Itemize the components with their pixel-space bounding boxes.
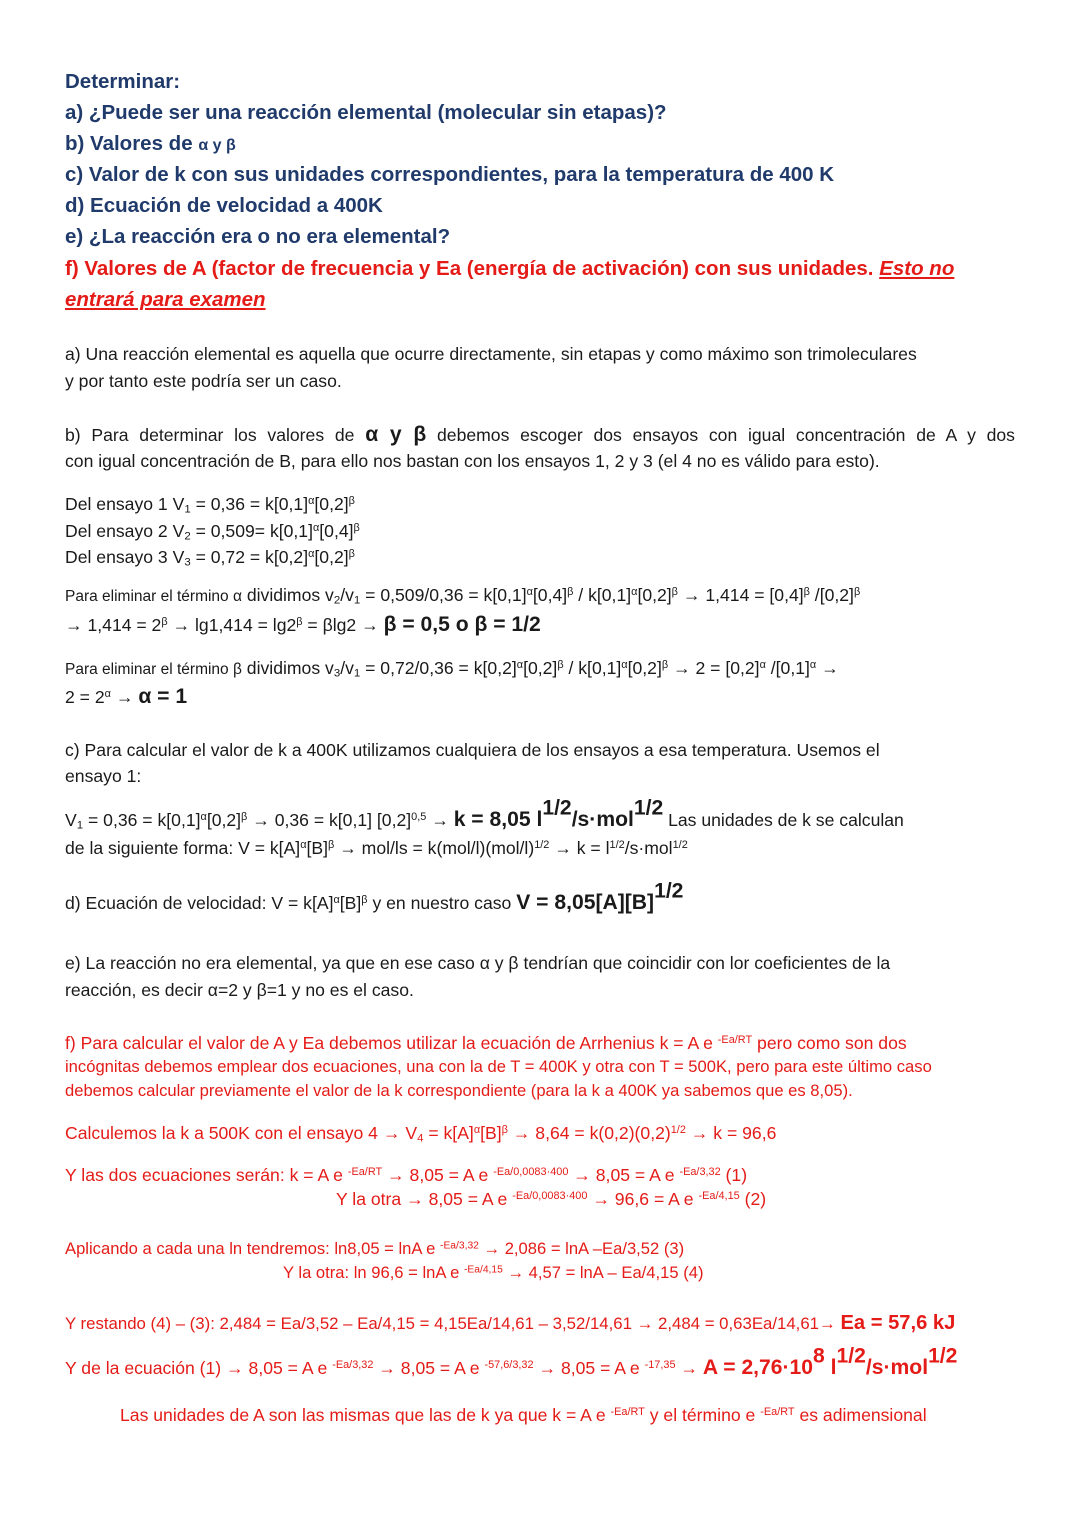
text-run-sup: -Ea/0,0083·400 <box>512 1190 588 1202</box>
text-run: → <box>110 687 139 707</box>
text-run-b: Ea = 57,6 kJ <box>840 1312 956 1334</box>
text-run: = 0,36 = k[0,1] <box>190 494 309 514</box>
text-run: /s·mol <box>624 838 673 858</box>
text-run-sup: -Ea/RT <box>717 1034 753 1046</box>
text-run: Del ensayo 3 V <box>65 547 185 567</box>
text-run-sup: β <box>348 495 355 507</box>
text-run: [0,2] <box>627 658 662 678</box>
text-run: f) Para calcular el valor de A y Ea debemos utilizar la ecuación de Arrhenius k = A e <box>65 1033 718 1053</box>
text-run: debemos escoger dos ensayos con igual concentración de A y dos <box>426 425 1015 445</box>
equation-2 <box>336 1187 766 1211</box>
text-run-sub: 1 <box>184 503 191 516</box>
text-run: /v <box>340 658 354 678</box>
text-run-sup: -Ea/3,32 <box>332 1359 374 1371</box>
text-run: 2 = 2 <box>65 687 105 707</box>
k-result <box>65 796 904 832</box>
text-run-sub: 1 <box>353 667 361 680</box>
text-run: y el término e <box>644 1405 761 1425</box>
text-run-sup: α <box>809 659 817 671</box>
text-run-sup: -Ea/4,15 <box>698 1190 740 1202</box>
text-run-bsup: 1/2 <box>633 796 664 820</box>
text-run: f) Valores de A (factor de frecuencia y Ea (energía de activación) con sus unidades. <box>65 257 880 280</box>
text-run-b: /s·mol <box>865 1356 929 1379</box>
text-run: Y de la ecuación (1) → 8,05 = A e <box>65 1358 333 1378</box>
text-run-sup: α <box>104 688 111 700</box>
text-run: → lg1,414 = lg2 <box>167 615 297 635</box>
text-run: y en nuestro caso <box>367 893 517 913</box>
text-run: [B] <box>480 1123 502 1143</box>
text-run: pero como son dos <box>752 1033 907 1053</box>
text-run-b: β = 0,5 o β = 1/2 <box>383 613 541 636</box>
text-run: dividimos v <box>241 585 334 605</box>
text-run-sup: -Ea/RT <box>760 1406 795 1418</box>
text-run-sub: 2 <box>333 594 341 607</box>
text-run: Calculemos la k a 500K con el ensayo 4 → V <box>65 1123 418 1143</box>
text-run: Determinar: <box>65 70 181 93</box>
text-run-sup: 1/2 <box>672 839 688 851</box>
answer-line <box>65 1055 932 1079</box>
text-run: [0,4] <box>319 521 354 541</box>
alpha-result <box>65 685 187 709</box>
text-run-sub: 2 <box>184 530 191 543</box>
text-run-sup: β <box>361 894 368 906</box>
text-run: c) Para calcular el valor de k a 400K utilizamos cualquiera de los ensayos a esa temperatura. Usemos el <box>65 740 880 760</box>
text-run-sub: 3 <box>333 667 341 680</box>
text-run: e) ¿La reacción era o no era elemental? <box>65 225 451 248</box>
text-run-sup: β <box>241 811 248 823</box>
text-run-bsup: 1/2 <box>542 796 572 820</box>
text-run: Del ensayo 1 V <box>65 494 185 514</box>
text-run: con igual concentración de B, para ello nos bastan con los ensayos 1, 2 y 3 (el 4 no es válido para esto). <box>65 451 880 471</box>
text-run: de la siguiente forma: V = k[A] <box>65 838 301 858</box>
text-run-sup: β <box>296 616 303 628</box>
text-run: / k[0,1] <box>573 585 632 605</box>
text-run-sup: β <box>501 1124 508 1136</box>
text-run-sup: -Ea/0,0083·400 <box>493 1166 569 1178</box>
text-run-sup: α <box>516 659 524 671</box>
text-run-bsup: 1/2 <box>836 1344 866 1368</box>
k500-calculation <box>65 1121 776 1145</box>
text-run: e) La reacción no era elemental, ya que en ese caso α y β tendrían que coincidir con lor coeficientes de la <box>65 953 891 973</box>
text-run: → 0,36 = k[0,1] [0,2] <box>247 810 412 830</box>
text-run-sup: β <box>567 586 574 598</box>
text-run-sup: β <box>328 839 335 851</box>
equation-3 <box>65 1237 684 1261</box>
text-run: [0,2] <box>314 494 349 514</box>
question-b <box>65 130 236 160</box>
text-run: → 2 = [0,2] <box>668 658 760 678</box>
text-run: [B] <box>306 838 329 858</box>
text-run: Aplicando a cada una ln tendremos: ln8,05 = lnA e <box>65 1239 441 1258</box>
text-run: /[0,1] <box>765 658 810 678</box>
a-result <box>65 1344 958 1380</box>
text-run-sup: β <box>803 586 810 598</box>
equation-4 <box>283 1261 703 1285</box>
text-run: → k = l <box>549 838 610 858</box>
ensayo-1-equation <box>65 492 355 516</box>
text-run: → 2,086 = lnA –Ea/3,52 (3) <box>478 1239 685 1258</box>
text-run: → <box>426 810 454 830</box>
text-run: b) Valores de <box>65 132 199 155</box>
text-run-sup: α <box>759 659 766 671</box>
text-run-sup: -Ea/3,32 <box>440 1240 479 1252</box>
text-run: d) Ecuación de velocidad: V = k[A] <box>65 893 334 913</box>
text-run-s: Para eliminar el término α <box>65 588 242 605</box>
text-run-sup: α <box>631 586 638 598</box>
text-run-sup: -57,6/3,32 <box>484 1359 534 1371</box>
text-run: → <box>816 658 839 678</box>
ea-result <box>65 1311 955 1336</box>
text-run-sup: -Ea/3,32 <box>679 1166 721 1178</box>
text-run: = 0,72/0,36 = k[0,2] <box>360 658 517 678</box>
text-run: / k[0,1] <box>563 658 622 678</box>
text-run: b) Para determinar los valores de <box>65 425 366 445</box>
text-run-b: l <box>824 1356 837 1379</box>
text-run: → k = 96,6 <box>685 1123 777 1143</box>
text-run-sup: α <box>526 586 533 598</box>
k-units <box>65 836 688 860</box>
text-run: Y restando (4) – (3): 2,484 = Ea/3,52 – Ea/4,15 = 4,15Ea/14,61 – 3,52/14,61 → 2,484 = 0,63Ea/14,61→ <box>65 1314 841 1333</box>
text-run-sm: α y β <box>198 137 236 154</box>
alpha-derivation <box>65 656 839 682</box>
text-run-bsup: 1/2 <box>654 879 684 903</box>
answer-line <box>65 1079 853 1103</box>
text-run: d) Ecuación de velocidad a 400K <box>65 194 383 217</box>
ensayo-2-equation <box>65 519 360 543</box>
text-run-sup: β <box>853 586 861 598</box>
question-e <box>65 223 450 251</box>
answer-line <box>65 423 1015 447</box>
text-run: = 0,509/0,36 = k[0,1] <box>360 585 527 605</box>
text-run: (1) <box>720 1165 748 1185</box>
text-run: (2) <box>739 1189 767 1209</box>
text-run-sup: 1/2 <box>534 839 550 851</box>
text-run: [0,2] <box>206 810 242 830</box>
text-run-b: /s·mol <box>571 808 634 831</box>
text-run: → 8,05 = A e <box>533 1358 645 1378</box>
text-run: /[0,2] <box>809 585 854 605</box>
text-run-sup: α <box>308 495 315 507</box>
text-run-sup: 0,5 <box>411 811 427 823</box>
text-run-sup: α <box>333 894 340 906</box>
text-run: Del ensayo 2 V <box>65 521 185 541</box>
text-run-sup: 1/2 <box>609 839 625 851</box>
text-run: es adimensional <box>794 1405 927 1425</box>
text-run-sup: β <box>671 586 678 598</box>
text-run: Las unidades de A son las mismas que las de k ya que k = A e <box>120 1405 611 1425</box>
question-f-note <box>65 286 266 314</box>
text-run: a) Una reacción elemental es aquella que ocurre directamente, sin etapas y como máximo son trimoleculares <box>65 344 917 364</box>
answer-line <box>65 764 141 788</box>
text-run-u: entrará para examen <box>65 288 266 311</box>
text-run: Y las dos ecuaciones serán: k = A e <box>65 1165 348 1185</box>
text-run-bsup: 8 <box>813 1344 825 1368</box>
text-run-sup: β <box>661 659 669 671</box>
equation-1 <box>65 1163 747 1187</box>
text-run: → 96,6 = A e <box>587 1189 699 1209</box>
text-run: [0,2] <box>637 585 672 605</box>
rate-equation <box>65 879 684 915</box>
text-run-sup: 1/2 <box>670 1124 686 1136</box>
text-run: [0,4] <box>532 585 568 605</box>
text-run: → <box>675 1358 703 1378</box>
text-run: → 8,05 = A e <box>373 1358 485 1378</box>
text-run-sup: -Ea/RT <box>610 1406 645 1418</box>
answer-line <box>65 369 342 393</box>
text-run-sub: 3 <box>184 556 191 569</box>
beta-result <box>65 613 541 637</box>
text-run: [0,2] <box>523 658 558 678</box>
text-run: /v <box>340 585 354 605</box>
text-run: → 8,05 = A e <box>382 1165 494 1185</box>
text-run-b: V = 8,05[A][B] <box>516 891 655 914</box>
text-run-sup: α <box>473 1124 481 1136</box>
text-run: → mol/ls = k(mol/l)(mol/l) <box>334 838 535 858</box>
text-run-sup: α <box>621 659 628 671</box>
answer-line <box>65 738 880 762</box>
text-run: = 0,36 = k[0,1] <box>83 810 201 830</box>
text-run: debemos calcular previamente el valor de la k correspondiente (para la k a 400K ya sabemos que es 8,05). <box>65 1081 853 1100</box>
answer-line <box>65 342 917 366</box>
text-run-sup: β <box>557 659 564 671</box>
ensayo-3-equation <box>65 545 355 569</box>
text-run-sup: α <box>308 548 315 560</box>
text-run: c) Valor de k con sus unidades correspondientes, para la temperatura de 400 K <box>65 163 835 186</box>
text-run: incógnitas debemos emplear dos ecuaciones, una con la de T = 400K y otra con T = 500K, pero para este último caso <box>65 1057 932 1076</box>
text-run: → 8,64 = k(0,2)(0,2) <box>507 1123 671 1143</box>
heading-determinar <box>65 68 180 96</box>
text-run-sup: α <box>300 839 307 851</box>
text-run: = 0,509= k[0,1] <box>190 521 313 541</box>
text-run-u: Esto no <box>879 257 955 280</box>
text-run-bsup: 1/2 <box>928 1344 958 1368</box>
units-note <box>120 1403 927 1427</box>
question-c <box>65 161 834 189</box>
text-run: V <box>65 810 77 830</box>
question-f <box>65 255 954 283</box>
question-d <box>65 192 383 220</box>
text-run: y por tanto este podría ser un caso. <box>65 371 342 391</box>
text-run-sup: -17,35 <box>644 1359 676 1371</box>
text-run: Y la otra: ln 96,6 = lnA e <box>283 1263 464 1282</box>
question-a <box>65 99 667 127</box>
text-run: → 8,05 = A e <box>568 1165 680 1185</box>
text-run-sup: -Ea/RT <box>347 1166 383 1178</box>
text-run: reacción, es decir α=2 y β=1 y no es el caso. <box>65 980 414 1000</box>
text-run-sup: β <box>348 548 355 560</box>
text-run: → 1,414 = [0,4] <box>677 585 804 605</box>
text-run: [B] <box>339 893 362 913</box>
text-run-sup: β <box>353 522 360 534</box>
text-run-sup: α <box>200 811 207 823</box>
text-run: → 1,414 = 2 <box>65 615 162 635</box>
text-run-sub: 4 <box>417 1132 424 1145</box>
text-run-sub: 1 <box>76 819 84 832</box>
text-run-sub: 1 <box>353 594 361 607</box>
text-run-b: A = 2,76·10 <box>702 1356 814 1379</box>
text-run: ensayo 1: <box>65 766 142 786</box>
text-run-b: α = 1 <box>138 685 188 708</box>
text-run: Las unidades de k se calculan <box>663 810 904 830</box>
answer-line <box>65 449 880 473</box>
answer-line <box>65 1031 907 1055</box>
text-run-sup: -Ea/4,15 <box>463 1264 503 1276</box>
text-run: dividimos v <box>241 658 334 678</box>
text-run-b: k = 8,05 l <box>453 808 543 831</box>
beta-derivation <box>65 583 860 609</box>
text-run: Y la otra → 8,05 = A e <box>336 1189 513 1209</box>
text-run-b: α y β <box>365 423 427 446</box>
text-run: → 4,57 = lnA – Ea/4,15 (4) <box>502 1263 704 1282</box>
text-run: [0,2] <box>314 547 349 567</box>
answer-line <box>65 951 890 975</box>
text-run: = βlg2 → <box>302 615 384 635</box>
text-run-sup: β <box>161 616 168 628</box>
text-run: = 0,72 = k[0,2] <box>190 547 309 567</box>
answer-line <box>65 978 414 1002</box>
text-run-sup: α <box>312 522 320 534</box>
text-run: a) ¿Puede ser una reacción elemental (molecular sin etapas)? <box>65 101 667 124</box>
text-run: = k[A] <box>423 1123 474 1143</box>
text-run-s: Para eliminar el término β <box>65 661 242 678</box>
